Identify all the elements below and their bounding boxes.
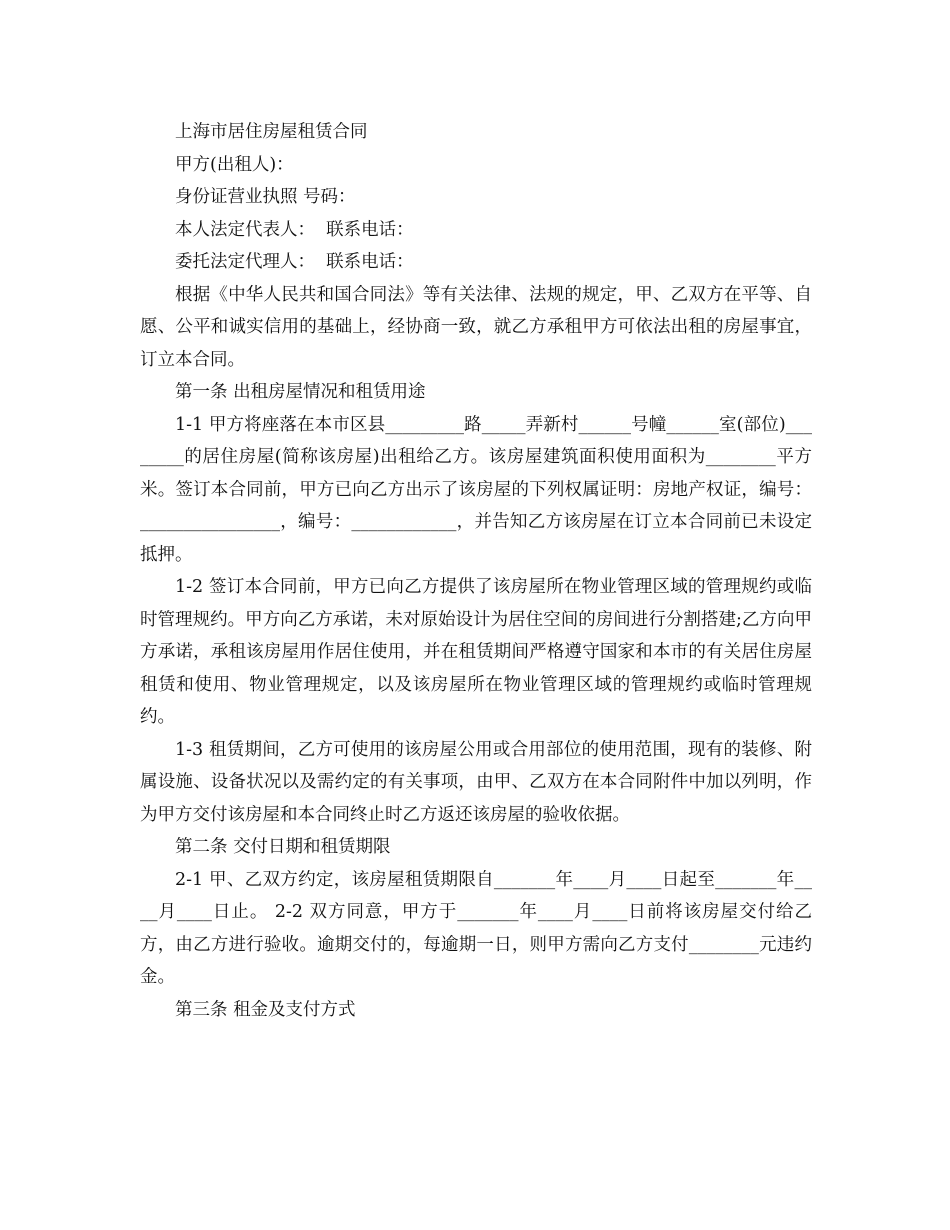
clause-1-1: 1-1 甲方将座落在本市区县_________路_____弄新村______号幢______室(部位)________的居住房屋(简称该房屋)出租给乙方。该房屋建筑面积使用面积为________平方米。签订本合同前，甲方已向乙方出示了该房屋的下列权属证明：房地产权证，编号：________________，编号：____________，并告知乙方该房屋在订立本合同前已未设定抵押。 bbox=[140, 414, 812, 565]
article-2-heading: 第二条 交付日期和租赁期限 bbox=[175, 837, 391, 857]
legal-representative-line: 本人法定代表人： 联系电话： bbox=[175, 219, 414, 240]
preamble-paragraph: 根据《中华人民共和国合同法》等有关法律、法规的规定，甲、乙双方在平等、自愿、公平和诚实信用的基础上，经协商一致，就乙方承租甲方可依法出租的房屋事宜，订立本合同。 bbox=[140, 284, 812, 370]
article-3-heading: 第三条 租金及支付方式 bbox=[175, 999, 356, 1020]
party-a-line: 甲方(出租人)： bbox=[175, 154, 294, 175]
id-number-line: 身份证营业执照 号码： bbox=[175, 187, 356, 207]
clause-2-1: 2-1 甲、乙双方约定，该房屋租赁期限自_______年____月____日起至_______年____月____日止。 2-2 双方同意，甲方于_______年____月____日前将该房屋交付给乙方，由乙方进行验收。逾期交付的，每逾期一日，则甲方需向乙方支付________元违约金。 bbox=[140, 869, 812, 987]
contract-title: 上海市居住房屋租赁合同 bbox=[175, 122, 368, 142]
article-1-heading: 第一条 出租房屋情况和租赁用途 bbox=[175, 382, 426, 402]
clause-1-2: 1-2 签订本合同前，甲方已向乙方提供了该房屋所在物业管理区域的管理规约或临时管理规约。甲方向乙方承诺，未对原始设计为居住空间的房间进行分割搭建;乙方向甲方承诺，承租该房屋用作居住使用，并在租赁期间严格遵守国家和本市的有关居住房屋租赁和使用、物业管理规定，以及该房屋所在物业管理区域的管理规约或临时管理规约。 bbox=[140, 577, 812, 727]
authorized-agent-line: 委托法定代理人： 联系电话： bbox=[175, 252, 414, 272]
contract-body bbox=[140, 116, 812, 1026]
clause-1-3: 1-3 租赁期间，乙方可使用的该房屋公用或合用部位的使用范围，现有的装修、附属设施、设备状况以及需约定的有关事项，由甲、乙双方在本合同附件中加以列明，作为甲方交付该房屋和本合同终止时乙方返还该房屋的验收依据。 bbox=[140, 739, 812, 825]
